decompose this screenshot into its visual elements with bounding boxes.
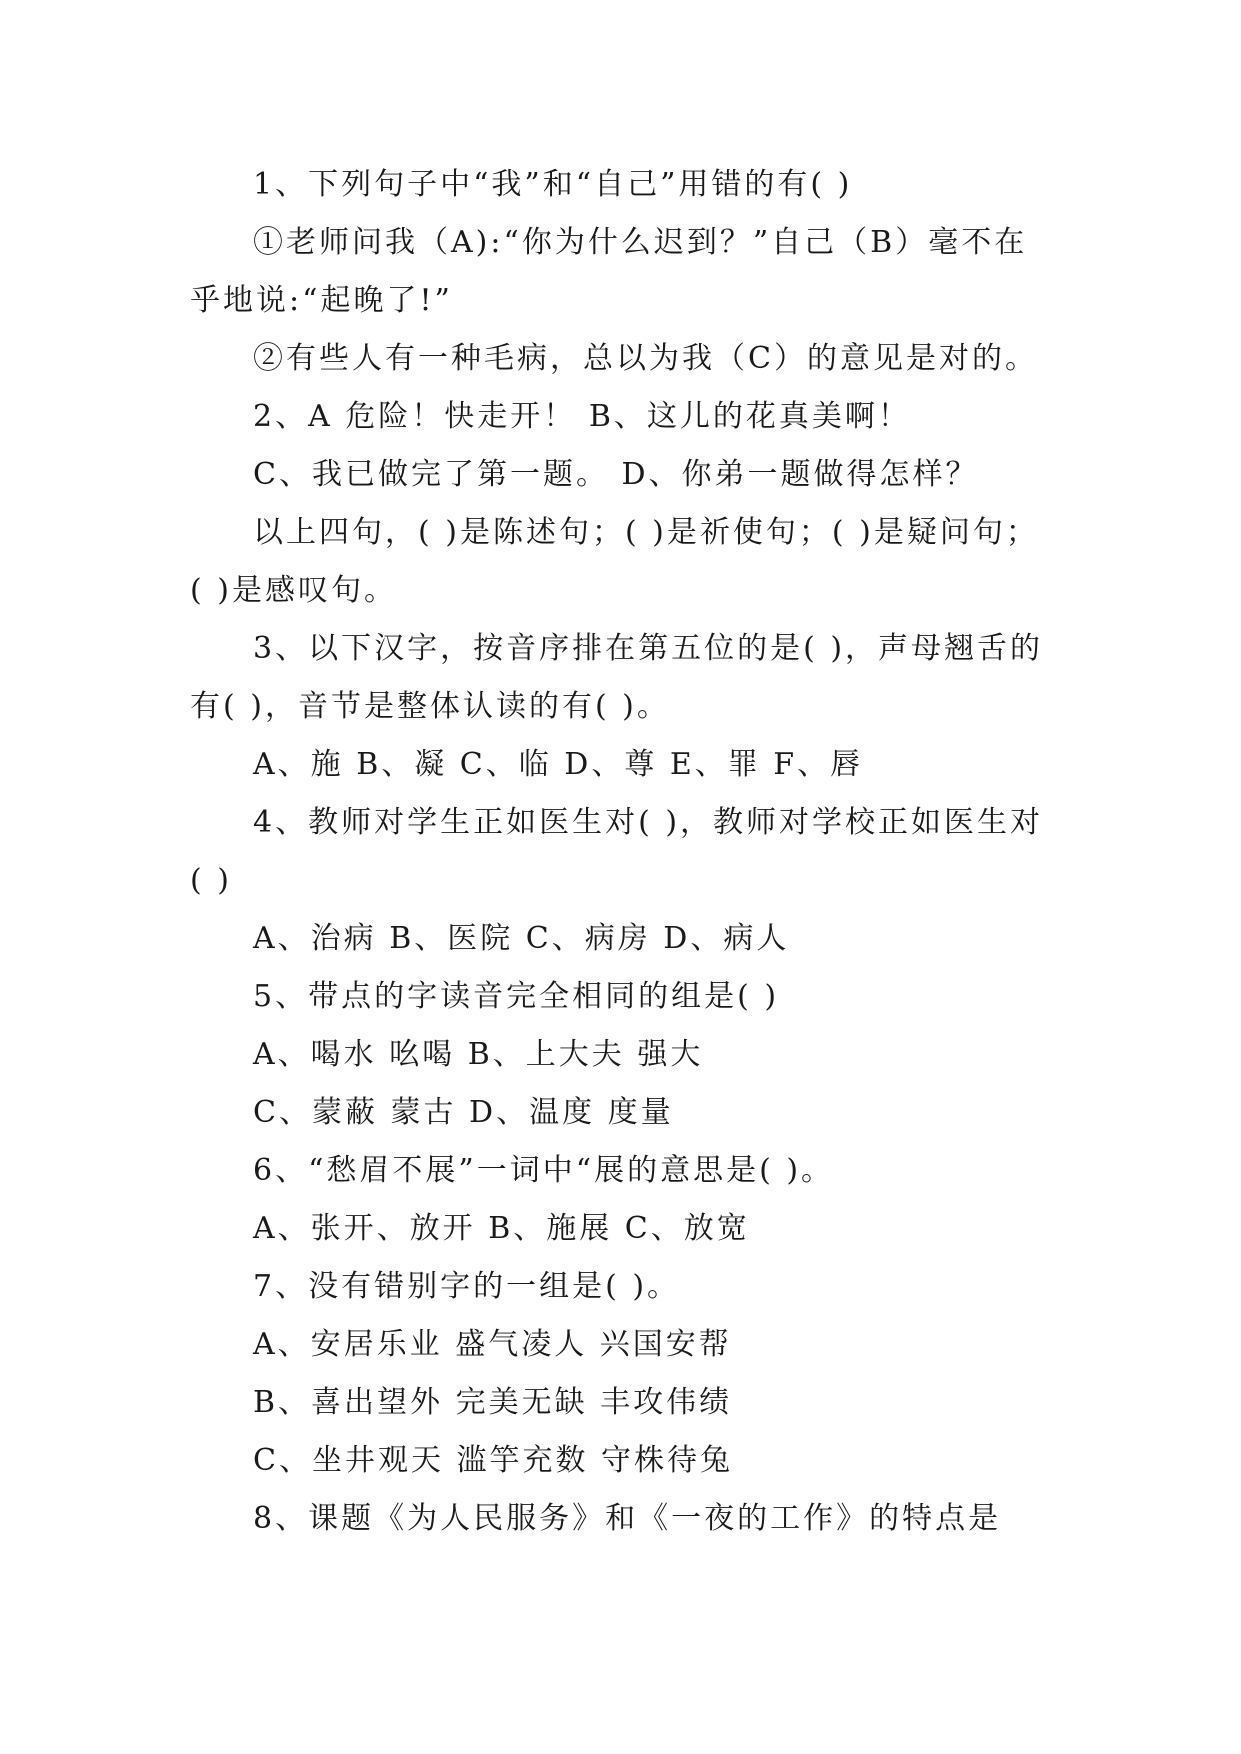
text-line: ①老师问我（A):“你为什么迟到？”自己（B）毫不在	[253, 225, 1028, 260]
text-line: A、安居乐业 盛气凌人 兴国安帮	[253, 1327, 732, 1362]
text-line: A、治病 B、医院 C、病房 D、病人	[253, 921, 790, 956]
text-line: 1、下列句子中“我”和“自己”用错的有( )	[253, 167, 853, 202]
text-line: 以上四句，( )是陈述句；( )是祈使句；( )是疑问句；	[253, 515, 1039, 550]
text-line: C、坐井观天 滥竽充数 守株待兔	[253, 1443, 734, 1478]
text-line: C、我已做完了第一题。 D、你弟一题做得怎样？	[253, 457, 979, 492]
text-line: B、喜出望外 完美无缺 丰攻伟绩	[253, 1385, 733, 1420]
document-body	[190, 156, 1070, 1548]
text-line: ②有些人有一种毛病，总以为我（C）的意见是对的。	[253, 341, 1038, 376]
text-line: 2、A 危险！快走开！ B、这儿的花真美啊！	[253, 399, 911, 434]
text-line: 6、“愁眉不展”一词中“展的意思是( )。	[253, 1153, 835, 1188]
text-line: ( )是感叹句。	[190, 573, 397, 608]
text-line: ( )	[190, 863, 232, 898]
text-line: C、蒙蔽 蒙古 D、温度 度量	[253, 1095, 674, 1130]
text-line: 4、教师对学生正如医生对( )，教师对学校正如医生对	[253, 805, 1044, 840]
text-line: A、喝水 吆喝 B、上大夫 强大	[253, 1037, 704, 1072]
text-line: A、张开、放开 B、施展 C、放宽	[253, 1211, 750, 1246]
text-line: 有( )，音节是整体认读的有( )。	[190, 689, 670, 724]
text-line: 乎地说:“起晚了!”	[190, 283, 453, 318]
text-line: 7、没有错别字的一组是( )。	[253, 1269, 681, 1304]
text-line: 3、以下汉字，按音序排在第五位的是( )，声母翘舌的	[253, 631, 1044, 666]
text-line: 5、带点的字读音完全相同的组是( )	[253, 979, 780, 1014]
text-line: 8、课题《为人民服务》和《一夜的工作》的特点是	[253, 1501, 1002, 1536]
text-line: A、施 B、凝 C、临 D、尊 E、罪 F、唇	[253, 747, 864, 782]
